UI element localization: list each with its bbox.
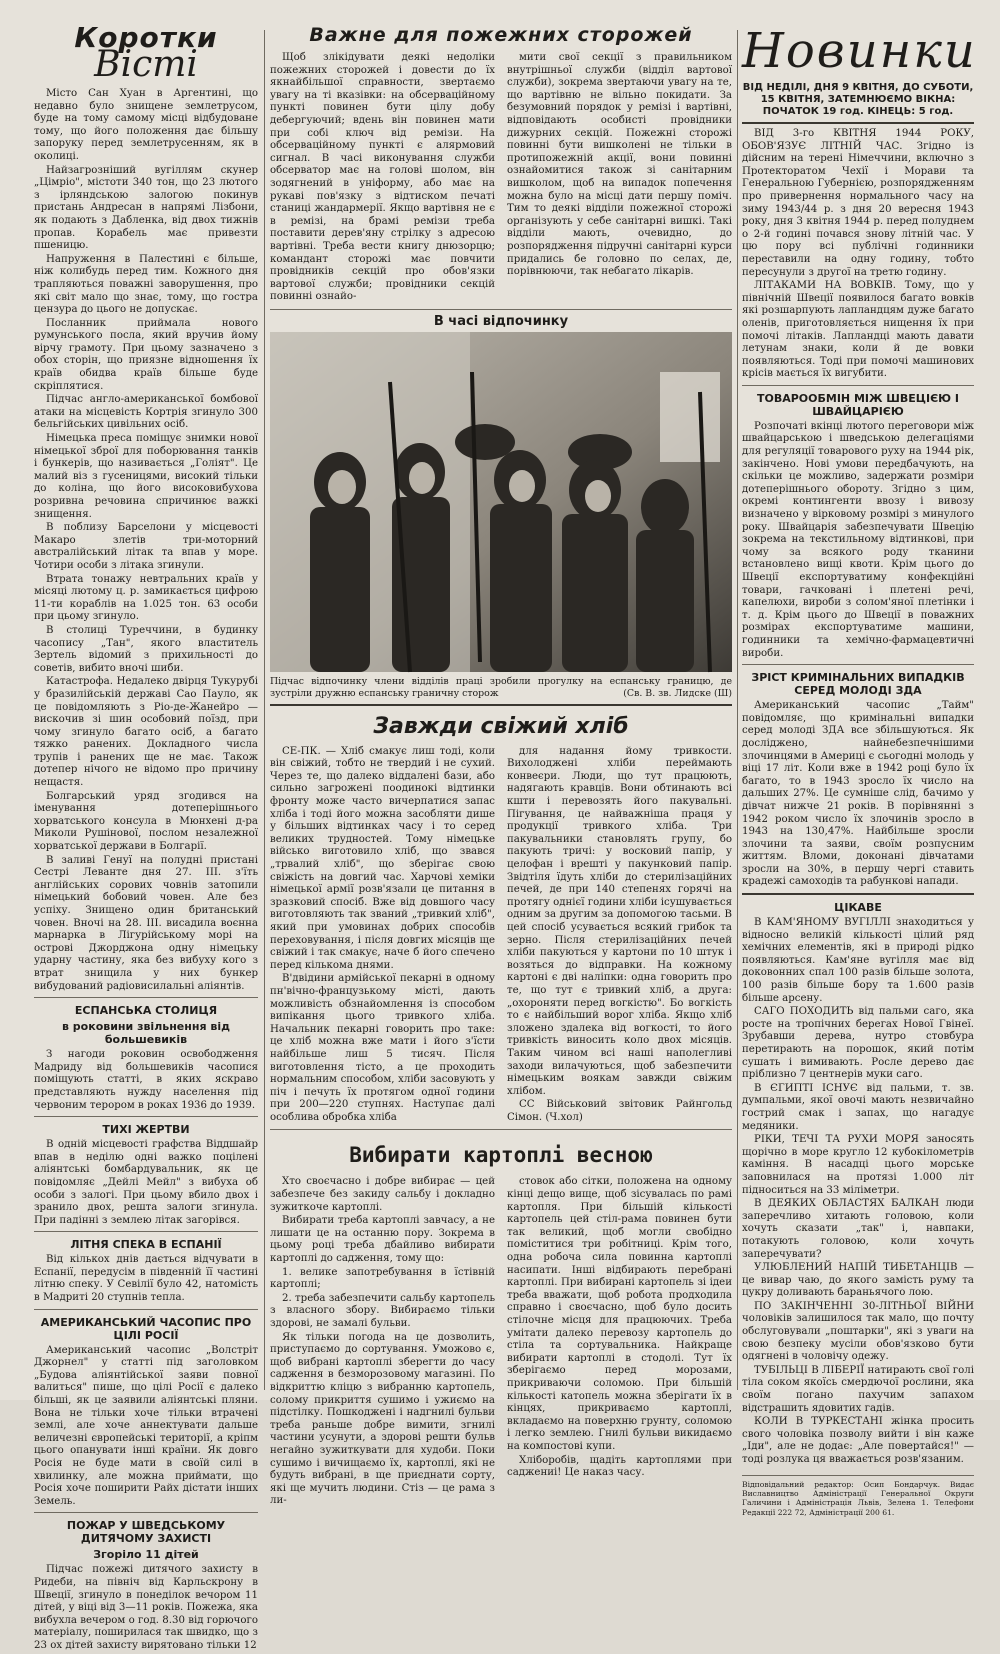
curious-item: ПО ЗАКІНЧЕННІ 30-ЛІТНЬОЇ ВІЙНИ чоловіків залишилося так мало, що почту обслуговували „поштарки", які з уваги на свою безпеку мусіли обов'язково бути одягнені в чоловічу одежу. [742, 1300, 974, 1363]
article-fire-guards-part1: Щоб злікідувати деякі недоліки пожежних сторожей і довести до їх якнайбільшої справности, звертаємо увагу на ті вказівки: на обсерваційному пункті повинен бути цілу добу дебергуючий; вдень він повинен мати при собі ключ від ремізи. На обсерваційному пункті є алярмовий сигнал. В часі виконування служби обсерватор має на голові шолом, він зодягнений в уніформу, або має на рукаві пов'язку з відтиском печаті станиці жандармерії. Якщо вартівня не є в ремізі, на брамі ремізи треба поставити дерев'яну стрілку з адресою вартівні. Треба вести книгу днюзорцю; командант сторожі має повчити провідників секцій про обов'язки вартової служби; провідники секцій повинні ознайо- [270, 52, 495, 303]
news-paragraph: Катастрофа. Недалеко двірця Тукурубі у бразилійській державі Сао Пауло, як це повідомляють з Ріо-де-Жанейро — вискочив зі шин особовий поїзд, при чому згинуло багато осіб, а багато тяжко ранених. Докладного числа трупів і ранених ще не має. Також дотепер нічого не відомо про причину нещастя. [34, 676, 258, 789]
article-potatoes [270, 1176, 732, 1508]
masthead-short: Коротки [74, 21, 218, 54]
curious-item: САГО ПОХОДИТЬ від пальми саго, яка росте на тропічних берегах Нової Гвінеї. Зрубавши дерева, нутро стовбура перетирають на порошок, який потім сушать і вимивають. Росле дерево дає пріблизно 7 центнерів муки саго. [742, 1006, 974, 1081]
article-fire-guards [270, 52, 732, 305]
curious-item: ТУБІЛЬЦІ В ЛІБЕРІЇ натирають свої голі тіла соком якоїсь смердючої рослини, яка своїм погано пахучим запахом відстрашить ядовитих гадів. [742, 1364, 974, 1414]
news-paragraph: В заливі Генуї на полудні пристані Сестрі Леванте дня 27. III. з'їть англійських сорових човнів затопили німецький бобовий човен. Але без успіху. Знищено один британський човен. Вночі на 28. III. висадила воєнна марнарка в Лігурійському морі на острові Джорджона одну німецьку ударну частину, яка без вибуху кого з втрат знищила у них бункер вибудований радіовисилальні аліянтів. [34, 854, 258, 992]
article-fire: Підчас пожежі дитячого захисту в Ридеби, на північ від Карльскрону в Швеції, згинуло в понеділок вечором 11 дітей, у віці від 3—11 років. Пожежа, яка вибухла вечером о год. 8.30 від горючого матеріалу, поширилася так швидко, що з 23 ох дітей захисту вирятовано тільки 12 [34, 1564, 258, 1651]
column-middle [270, 24, 732, 1509]
curious-item: В ЄГИПТІ ІСНУЄ від пальми, т. зв. думпальми, якої овочі мають незвичайно гострий смак і запах, що нагадує медяники. [742, 1082, 974, 1132]
article-bread-part1: СЕ-ПК. — Хліб смакує лиш тоді, коли він свіжий, тобто не твердий і не сухий. Через те, що далеко віддалені бази, або сильно загрожені поодинокі відтинки фронту може часто вичерпатися запас хліба і тоді його можна засобляти дише у більших відтинках часу і то серед великих трудностей. Тому німецьке військо виготовило хліб, що звався „трвалий хліб", що зберігає свою свіжість на довгий час. Харчові хеміки німецької армії розв'язали це питання в зразковий спосіб. Вже від довшого часу виготовляють так званий „тривкий хліб", який при умовинах добрих способів переховування, і після довгих місяців ще свіжий і так смакує, наче б його спечено перед кількома днями. [270, 745, 495, 971]
planes-wolves: ЛІТАКАМИ НА ВОВКІВ. Тому, що у північній Швеції появилося багато вовків які розшарпують лапландцям дуже багато оленів, приготовляється нищення їх при помочі літаків. Лапландці мають давати летунам знаки, коли й де вовки появляються. Тоді при помочі машинових крісів мається їх вигубити. [742, 280, 974, 380]
photo-soldiers-image [270, 332, 732, 672]
divider [742, 664, 974, 665]
article-potatoes-p4: 2. треба забезпечити сальбу картопель з власного збору. Вибираємо тільки здорові, не замалі бульви. [270, 1292, 495, 1329]
news-paragraph: Німецька преса поміщує знимки нової німецької зброї для поборювання танків і бункерів, що називається „Голіят". Це малий віз з гусеницями, високий тільки до коліна, що його високовибухова розривна речовина спричинює важкі знищення. [34, 433, 258, 520]
news-paragraph: В поблизу Барселони у місцевості Макаро злетів три-моторний австралійський літак та впав у море. Чотири особи з літака згинули. [34, 522, 258, 571]
article-bread-signature: СС Військовий звітовик Райнгольд Сімон. (Ч.хол) [507, 1099, 732, 1123]
divider [742, 385, 974, 386]
column-novelties [742, 23, 977, 1517]
article-potatoes-p2: Вибирати треба картоплі завчасу, а не лишати це на останню пору. Зокрема в цьому році треба дбайливо вибирати картоплі до садження, тому що: [270, 1215, 495, 1265]
article-madrid: З нагоди роковин освободження Мадриду від большевиків часопися поміщують статті, в яких яскраво представляють нужду населення під червоним терором в роках 1936 до 1939. [34, 1049, 258, 1111]
article-crime: Американський часопис „Тайм" повідомляє, що кримінальні випадки серед молоді ЗДА все збільшуються. Як досліджено, найнебезпечнішими злочинцями в Америці є сьогодні молодь у віці 17 літ. Коли вже в 1942 році було їх багато, то в 1943 зросло їх число на дальших 27%. Це сумніше слід, бачимо у дівчат нижче 21 років. В порівнянні з 1942 роком число їх злочинів зросло в 1943 на 130,47%. Найбільше зросли злочини та заяви, своїм розпусним життям. Вломи, доконані дівчатами зросли на 30%, в першу чергі ставить крадежі самоходів та рабункові напади. [742, 700, 974, 888]
curious-item: КОЛИ В ТУРКЕСТАНІ жінка просить свого чоловіка позволу вийти і він каже „Іди", але не додає: „Але повертайся!" — тоді розлука ця вважається розв'язаним. [742, 1416, 974, 1465]
article-silent-victims: В одній місцевості графства Віддшайр впав в неділю одні важко поцілені аліянтські бомбардувальник, як це повідомляє „Дейлі Мейл" з вибуха об особи з залогі. При цьому вбило двох і зранило двох, решта залоги згинула. При падінні з землею літак загорівся. [34, 1139, 258, 1226]
summer-time-notice: ВІД 3-го КВІТНЯ 1944 РОКУ, ОБОВ'ЯЗУЄ ЛІТНІЙ ЧАС. Згідно із дійсним на терені Німеччини, включно з Протекторатом Чехії і Морави та Генеральною Губернією, розпорядженням про привернення нормального часу на зиму 1943/44 р. з дня 20 вересня 1943 року, дня 3 квітня 1944 р. перед полуднем о 2-й годині почався знову літній час. У цю пору всі публічні годинники переставили на одну годину, тобто пересунули з другої на третю годину. [742, 128, 974, 278]
divider [34, 1231, 258, 1232]
news-paragraph: Посланник приймала нового румунського посла, який вручив йому вірчу грамоту. При цьому зазначено з обох сторін, що приязне відношення їх країв обидва країв більше буде скріплятися. [34, 317, 258, 392]
article-bread-part3: для надання йому тривкости. Вихолоджені хліби переймають конвеєри. Люди, що тут працюють, надягають кравців. Вони обтинають всі кшти і перевозять його пакувальні. Пігування, це найважніша праця у продукції тривкого хліба. Три пакувальники становлять групу, бо пакують тричі: у восковий папір, у целофан і врешті у пакунковий папір. Звідтіля їдуть хліби до стерилізаційних печей, де при 140 степенях горячі на протягу однієї години хліби ісушувається одним за другим за допомогою тасьми. В цей спосіб усувається всякий грибок та зерно. Після стерилізаційних печей хліби пакуються у картони по 10 штук і возяться до відправки. На кожному картоні є дві наліпки: одна говорить про те, що тут є тривкий хліб, а друга: „охороняти перед вогкістю". Бо вогкість то є найбільший ворог хліба. Якщо хліб зложено здалека від вогкості, то його тривкість виносить коло двох місяців. Таким чином всі наші наполегливі заходи вилачуються, щоб забезпечити німецьким воякам завжди свіжим хлібом. [507, 745, 732, 1097]
article-fire-guards-part2: мити свої секції з правильником внутрішньої служби (відділ вартової служби), зокрема звертаючи увагу на те, що вартівню не вільно покидати. За безумовний порядок у ремізі і вартівні, відповідають особисті провідники дижурних секцій. Пожежні сторожі повинні бути вишколені не тільки в протипожежній акції, вони повинні ознайомитися також зі санітарним вишколом, щоб на випадок попечення можна було на місці дати першу поміч. Тим то деякі відділи пожежної сторожі організують у себе санітарні вишкі. Такі відділи мають, очевидно, до розпорядження підручні санітарні курси придались бе головно по селах, де, порівнюючи, так небагато лікарів. [507, 52, 732, 278]
headline-trade: ТОВАРООБМІН МІЖ ШВЕЦІЄЮ І ШВАЙЦАРІЄЮ [756, 391, 959, 418]
headline-madrid: ЕСПАНСЬКА СТОЛИЦЯ [74, 1004, 218, 1018]
photo-caption-text: Підчас відпочинку члени відділів праці зробили прогулку на еспанську границю, де зустріли дружню еспанську граничну сторож [270, 676, 732, 700]
article-trade: Розпочаті вкінці лютого переговори між швайцарською і шведською делегаціями для регуляції товарового руху на 1944 рік, закінчено. Нові умови передбачують, на скільки це можливо, задержати розміри дотеперішнього обороту. Згідно з цим, окремі контингенти ввозу і вивозу визначено у вірковому розмірі з минулого року. Швайцарія забезпечувати Швецію зокрема на текстильному відтинкові, при чому за всякого роду тканини встановлено вищі квоти. Крім цього до Швеції експортуватиму конфекційні товари, гачковані і плетені речі, капелюхи, вироби з солом'яної плетінки і т. д. Крім цього до Швеції в поважних розмірах експортуватиме машини, годинники та хемічно-фармацевтичні вироби. [742, 420, 974, 659]
masthead-news: Вісті [94, 44, 198, 85]
blackout-notice: ВІД НЕДІЛІ, ДНЯ 9 КВІТНЯ, ДО СУБОТИ, 15 КВІТНЯ, ЗАТЕМНЮЄМО ВІКНА: ПОЧАТОК 19 год. КІНЕЦЬ: 5 год. [742, 82, 974, 117]
news-paragraph: Найзагрозніший вугіллям скунер „Цімріо", містоти 340 тон, що 23 лютого з ірляндською залогою покинув пристань Андресан в напрямі Лізбони, як подають з Дабленка, від двох тижнів пропав. Корабель має привезти пшеницю. [34, 164, 258, 252]
masthead-novelties: Новинки [742, 23, 977, 79]
divider [270, 1129, 732, 1130]
article-potatoes-p3: 1. велике запотребування в їстівній картоплі; [270, 1266, 495, 1291]
article-american-paper: Американський часопис „Волстріт Джорнел" у статті під заголовком „Будова аліянтійської заяви повної валиться" пише, що цілі Росії є далеко більші, як це заявили аліянтські пляни. Вона не тільки хоче тільки втрачені землі, але хоче аннектувати дальше величезні європейські території, а кріпм цього опанувати інші країни. Як довго Росія не буде мати в своїй силі в хвилинку, але можна приймати, що Росія хоче поширити Райх дістати інших Земель. [34, 1344, 258, 1507]
imprint: Відповідальний редактор: Осип Бондарчук. Видає Виславництво Адміністрації Генеральної Округи Галичини і Адміністрація Львів, Зелена 1. Телефони Редакції 222 72, Адміністрації 200 61. [742, 1475, 974, 1518]
divider [742, 893, 974, 895]
divider [742, 122, 974, 124]
article-heat: Від кількох днів дається відчувати в Еспанії, передусім в південній її частині літню спеку. У Севілії було 42, натомість в Мадриті 20 ступнів тепла. [34, 1254, 258, 1304]
subheadline-madrid: в роковини звільнення від большевиків [62, 1020, 230, 1047]
headline-potatoes: Вибирати картоплі весною [349, 1143, 653, 1168]
article-potatoes-p5: Як тільки погода на це дозволить, приступаємо до сортування. Уможово є, щоб вибрані картоплі зберегти до часу садження в безморозовому магазині. По відкриттю кліцю з вибранню картопель, солому прикриття сушимо і ужиємо на підстілку. Пошкоджені і надгнилі бульви треба раньше добре вимити, згнилі частини усунути, а здорові решти бульв негайно зужиткувати для худоби. Поки сушимо і вичищаємо їх, картоплі, які не будуть вибрані, в ще приєднати сорту, які ще мучить людини. Стіз — це рама з ли- [270, 1331, 495, 1507]
column-divider [737, 30, 738, 1390]
news-paragraph: В столиці Туреччини, в будинку часопису „Тан", якого властитель Зертель відомий з прихильності до советів, вибито вночі шиби. [34, 624, 258, 674]
news-paragraph: Втрата тонажу невтральних країв у місяці лютому ц. р. замикається цифрою 11-ти кораблів на 1.025 тон. 63 особи при цьому згинуло. [34, 573, 258, 623]
divider [34, 1116, 258, 1117]
headline-heat: ЛІТНЯ СПЕКА В ЕСПАНІЇ [70, 1238, 222, 1252]
article-potatoes-p7: Хліборобів, щадіть картоплями при саджениі! Це наказ часу. [507, 1454, 732, 1479]
curious-item: УЛЮБЛЕНИЙ НАПІЙ ТИБЕТАНЦІВ — це вивар чаю, до якого замість руму та цукру доливають бараньячого лою. [742, 1262, 974, 1299]
headline-fresh-bread: Завжди свіжий хліб [373, 713, 629, 739]
column-divider [264, 30, 265, 1390]
headline-fire-guards: Важне для пожежних сторожей [309, 24, 693, 46]
subheadline-fire: Згоріло 11 дітей [93, 1548, 199, 1562]
curious-item: РІКИ, ТЕЧІ ТА РУХИ МОРЯ заносять щорічно в море кругло 12 кубокілометрів каміння. В насадці цього морське заповнилася на протязі 1.000 літ підноситься на 33 міліметри. [742, 1134, 974, 1196]
divider [34, 1309, 258, 1310]
article-bread-part2: В'двідини армійської пекарні в одному пн'вічно-французькому місті, дають можливість обзнайомлення із способом випікання цього тривкого хліба. Начальник пекарні говорить про таке: це хліб можна вже мати і його з'їсти найбільше лиш 5 тисяч. Після виготовлення тісто, а це проходить нормальним способом, хліби засовують у піч і печуть їх протягом одної години при 200—220 ступнях. Наступає далі особлива обробка хліба [270, 973, 495, 1123]
photo-credit: (Св. В. зв. Лидске (Ш) [623, 688, 732, 700]
curious-item: В ДЕЯКИХ ОБЛАСТЯХ БАЛКАН люди заперечливо хитають головою, коли хочуть сказати „так" і, навпаки, потакують головою, коли хочуть заперечувати? [742, 1198, 974, 1260]
news-paragraph: Болгарський уряд згодився на іменування дотеперішнього хорватського консула в Мюнхені д-ра Миколи Рушінової, послом незалежної хорватської держави в Болгарії. [34, 790, 258, 853]
article-fresh-bread [270, 746, 732, 1126]
headline-fire: ПОЖАР У ШВЕДСЬКОМУ ДИТЯЧОМУ ЗАХИСТІ [66, 1519, 226, 1546]
headline-curious: ЦІКАВЕ [834, 901, 882, 915]
divider [270, 704, 732, 706]
photo-soldiers [270, 332, 732, 672]
photo-caption [270, 676, 732, 699]
divider [270, 309, 732, 310]
headline-crime: ЗРІСТ КРИМІНАЛЬНИХ ВИПАДКІВ СЕРЕД МОЛОДІ ЗДА [751, 671, 965, 698]
column-short-news [34, 21, 258, 1654]
article-potatoes-p6: стовок або сітки, положена на одному кінці дещо вище, щоб зісувалась по рамі картопля. При більшій кількості картопель цей стіл-рама повинен бути так великий, щоб могли свобідно поміститися три робітниці. Крім того, одна робоча сила повинна картоплі насипати. Інші відбирають перебрані картоплі. При вибирані картопель зі ідеи треба вважати, щоб робота продходила справно і своєчасно, щоб було досить стілочне місця для працюючих. Треба умітати далеко перевозу картопель до стіла та сортувальника. Найкраще вибирати картоплі в стодолі. Тут їх зберігаємо перед морозами, прикриваючи соломою. При більшій кількості катопель можна зберігати їх в кінцях, прикриваємо картоплі, вкладаємо на поверхню грунту, соломою і легко землею. Гнилі бульви викидаємо на компостові купи. [507, 1176, 732, 1452]
divider [34, 1512, 258, 1513]
headline-rest: В часі відпочинку [433, 313, 569, 329]
news-paragraph: Підчас англо-американської бомбової атаки на місцевість Кортрія згинуло 300 бельгійських цивільних осіб. [34, 394, 258, 431]
curious-item: В КАМ'ЯНОМУ ВУГІЛЛІ знаходиться у відносно великій кількості цілий ряд хемічних елементів, які в природі рідко появляються. Кам'яне вугілля має від доковонних спал 100 разів більше золота, 100 разів більше бору та 1.600 разів більше арсену. [742, 917, 974, 1004]
news-paragraph: Місто Сан Хуан в Аргентині, що недавно було знищене землетрусом, буде на тому самому місці відбудоване тому, що його положення дає більшу запоруку перед землетрусенням, як в околиці. [34, 88, 258, 162]
headline-silent-victims: ТИХІ ЖЕРТВИ [102, 1123, 190, 1137]
headline-american-paper: АМЕРИКАНСЬКИЙ ЧАСОПИС ПРО ЦІЛІ РОСІЇ [40, 1315, 252, 1342]
divider [34, 997, 258, 998]
article-potatoes-p1: Хто своєчасно і добре вибирає — цей забезпече без закиду сальбу і докладно зужиткоче картоплі. [270, 1176, 495, 1213]
news-paragraph: Напруження в Палестині є більше, ніж колибудь перед тим. Кожного дня трапляються поважні заворушення, про які світ мало що знає, тому, що гостра цензура до цього не допускає. [34, 253, 258, 316]
